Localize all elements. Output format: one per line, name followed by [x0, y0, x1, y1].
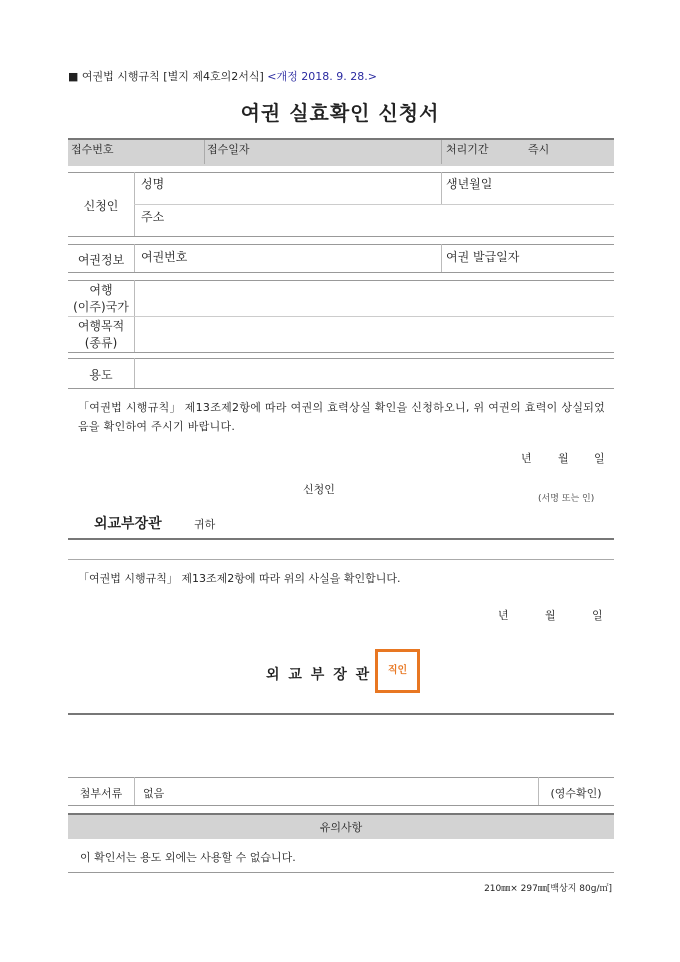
usage-label: 용도 — [89, 368, 113, 382]
notes-text: 이 확인서는 용도 외에는 사용할 수 없습니다. — [80, 851, 296, 864]
travel-country-label — [68, 282, 134, 316]
official-seal-box: 직인 — [375, 649, 420, 693]
travel-purpose-line1: 여행목적 — [77, 319, 125, 333]
day-label: 일 — [594, 452, 605, 465]
authority-label: 외 교 부 장 관 — [266, 667, 372, 683]
applicant-section-label: 신청인 — [83, 199, 119, 213]
issue-date-field[interactable]: 여권 발급일자 — [446, 250, 520, 264]
page-title: 여권 실효확인 신청서 — [240, 101, 440, 125]
application-statement: 「여권법 시행규칙」 제13조제2항에 따라 여권의 효력상실 확인을 신청하오니, 위 여권의 효력이 상실되었음을 확인하여 주시기 바랍니다. — [78, 401, 606, 433]
birthdate-field[interactable]: 생년월일 — [446, 177, 493, 191]
confirm-statement: 「여권법 시행규칙」 제13조제2항에 따라 위의 사실을 확인합니다. — [78, 572, 401, 585]
form-header — [68, 68, 377, 84]
regulation-label: 여권법 시행규칙 [별지 제4호의2서식] — [81, 70, 264, 83]
usage-field[interactable] — [134, 358, 614, 388]
month-label: 월 — [558, 452, 569, 465]
receipt-date-label: 접수일자 — [207, 143, 250, 156]
square-bullet-icon: ■ — [68, 70, 79, 83]
confirm-day-label: 일 — [592, 609, 603, 622]
address-field[interactable]: 주소 — [141, 210, 165, 224]
passport-info-section-label: 여권정보 — [77, 253, 125, 267]
processing-period-label: 처리기간 — [446, 143, 489, 156]
attachments-value: 없음 — [143, 787, 165, 800]
recipient-label: 외교부장관 — [94, 516, 162, 532]
confirm-month-label: 월 — [545, 609, 556, 622]
recipient-suffix: 귀하 — [194, 518, 216, 531]
confirm-year-label: 년 — [498, 609, 509, 622]
passport-no-field[interactable]: 여권번호 — [141, 250, 188, 264]
processing-period-value: 즉시 — [528, 143, 550, 156]
sign-note: (서명 또는 인) — [538, 494, 595, 504]
travel-country-line2: (이주)국가 — [73, 300, 129, 314]
attachments-label: 첨부서류 — [79, 787, 123, 800]
revision-label: <개정 2018. 9. 28.> — [267, 70, 377, 83]
receipt-no-label: 접수번호 — [71, 143, 114, 156]
travel-country-line1: 여행 — [89, 283, 113, 297]
signer-label: 신청인 — [303, 483, 335, 496]
travel-purpose-label — [68, 318, 134, 352]
name-field[interactable]: 성명 — [141, 177, 165, 191]
travel-purpose-line2: (종류) — [84, 336, 118, 350]
travel-country-field[interactable] — [134, 280, 614, 316]
paper-spec-footer: 210㎜× 297㎜[백상지 80g/㎡] — [484, 884, 612, 894]
fee-confirm-label: (영수확인) — [550, 787, 602, 800]
year-label: 년 — [521, 452, 532, 465]
notes-header: 유의사항 — [319, 821, 363, 834]
travel-purpose-field[interactable] — [134, 316, 614, 352]
